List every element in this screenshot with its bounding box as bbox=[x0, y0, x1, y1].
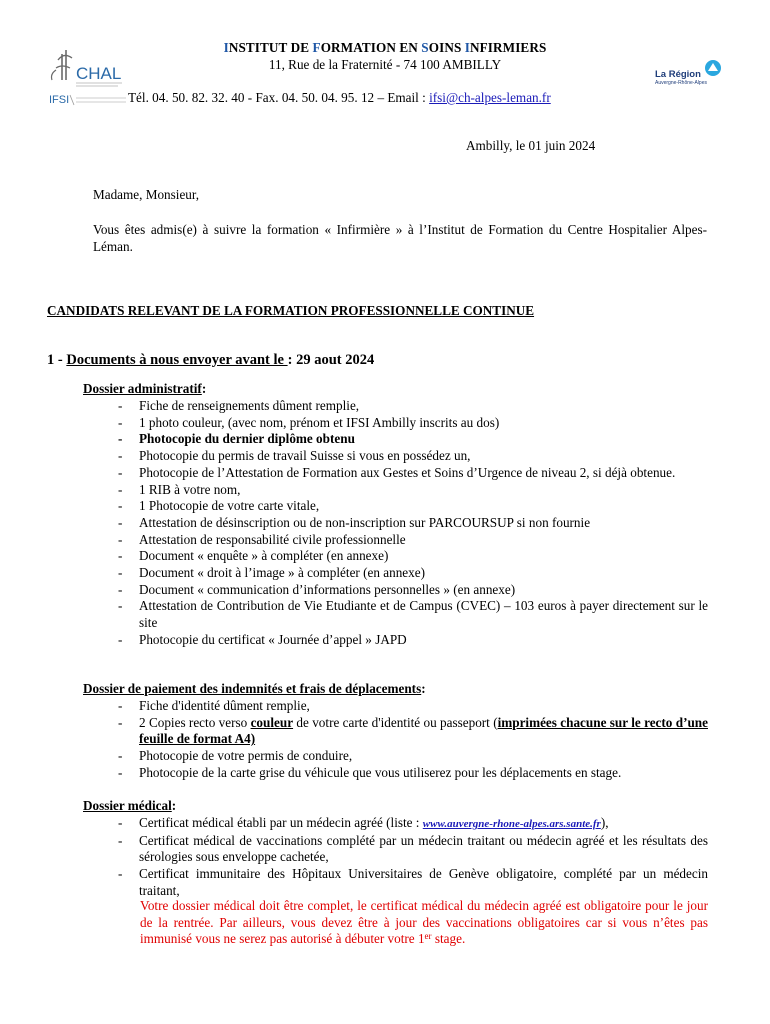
payment-item2-a: 2 Copies recto verso bbox=[139, 714, 251, 730]
docs-title-date: : 29 aout 2024 bbox=[287, 352, 375, 368]
list-item bbox=[118, 715, 708, 748]
medical-warning-text: Votre dossier médical doit être complet, le certificat médical du médecin agréé est obligatoire pour le jour de la rentrée. Par ailleurs, vous devez être à jour des vaccinations obligatoires car si vous n’êtes pas immunisé vous ne serez pas autorisé à débuter votre 1 bbox=[140, 898, 708, 946]
docs-title-underlined: Documents à nous envoyer avant le bbox=[66, 352, 288, 368]
payment-list bbox=[118, 698, 708, 782]
title-initial: I bbox=[464, 40, 471, 55]
list-item: - 1 Photocopie de votre carte vitale, bbox=[118, 498, 708, 515]
admin-dossier-heading bbox=[83, 381, 206, 397]
chal-logo-text: CHAL bbox=[76, 64, 122, 83]
payment-item2-c: de votre carte d'identité ou passeport ( bbox=[293, 714, 498, 730]
medical-title: Dossier médical bbox=[83, 798, 172, 813]
letter-date: Ambilly, le 01 juin 2024 bbox=[466, 138, 596, 153]
list-item: - Attestation de responsabilité civile professionnelle bbox=[118, 532, 708, 549]
title-segment: NSTITUT DE bbox=[228, 40, 313, 55]
list-item: - Certificat médical de vaccinations complété par un médecin traitant ou médecin agréé et les résultats des sérologies sous enveloppe cachetée, bbox=[118, 833, 708, 866]
region-logo-sub: Auvergne-Rhône-Alpes bbox=[655, 80, 707, 86]
title-initial: I bbox=[223, 40, 229, 55]
payment-title: Dossier de paiement des indemnités et frais de déplacements bbox=[83, 681, 422, 696]
medical-colon: : bbox=[171, 798, 177, 813]
institute-address: 11, Rue de la Fraternité - 74 100 AMBILLY bbox=[268, 57, 502, 72]
medical-item1-a: Certificat médical établi par un médecin agréé (liste : bbox=[139, 815, 423, 830]
list-item: - Photocopie du permis de travail Suisse si vous en possédez un, bbox=[118, 448, 708, 465]
ars-website-link[interactable]: www.auvergne-rhone-alpes.ars.sante.fr bbox=[422, 818, 601, 830]
email-link[interactable]: ifsi@ch-alpes-leman.fr bbox=[429, 90, 551, 105]
medical-list bbox=[118, 815, 708, 900]
admin-list bbox=[118, 398, 708, 649]
title-segment: OINS bbox=[428, 40, 465, 55]
list-item: - Photocopie du dernier diplôme obtenu bbox=[118, 431, 708, 448]
list-item: - Attestation de désinscription ou de non-inscription sur PARCOURSUP si non fournie bbox=[118, 515, 708, 532]
list-item: - Fiche de renseignements dûment remplie, bbox=[118, 398, 708, 415]
medical-warning-end: stage. bbox=[431, 931, 466, 946]
payment-dossier-heading bbox=[83, 681, 426, 697]
list-item: - Photocopie de la carte grise du véhicule que vous utiliserez pour les déplacements en stage. bbox=[118, 765, 708, 782]
title-segment: ORMATION EN bbox=[320, 40, 422, 55]
payment-item2-d: imprimées chacune sur le recto d’une feuille de format A4) bbox=[139, 714, 708, 747]
medical-warning-sup: er bbox=[424, 931, 432, 941]
list-item: - Certificat immunitaire des Hôpitaux Universitaires de Genève obligatoire, complété par un médecin traitant, bbox=[118, 866, 708, 899]
medical-dossier-heading bbox=[83, 798, 176, 814]
list-item: - Attestation de Contribution de Vie Etudiante et de Campus (CVEC) – 103 euros à payer directement sur le site bbox=[118, 598, 708, 631]
institute-title bbox=[0, 40, 770, 56]
list-item: - Photocopie de l’Attestation de Formation aux Gestes et Soins d’Urgence de niveau 2, si déjà obtenue. bbox=[118, 465, 708, 482]
list-item: - 1 RIB à votre nom, bbox=[118, 482, 708, 499]
greeting: Madame, Monsieur, bbox=[93, 187, 200, 202]
documents-deadline-heading bbox=[47, 352, 374, 369]
contact-line bbox=[128, 90, 551, 106]
medical-item1-b: ), bbox=[600, 815, 609, 830]
admin-title: Dossier administratif bbox=[83, 381, 202, 396]
region-logo-text: La Région bbox=[655, 69, 701, 80]
title-initial: F bbox=[312, 40, 321, 55]
list-item: - Fiche d'identité dûment remplie, bbox=[118, 698, 708, 715]
admin-colon: : bbox=[201, 381, 207, 396]
section-title: CANDIDATS RELEVANT DE LA FORMATION PROFESSIONNELLE CONTINUE bbox=[47, 303, 535, 318]
list-item: - Document « communication d’informations personnelles » (en annexe) bbox=[118, 582, 708, 599]
medical-warning bbox=[140, 898, 708, 948]
list-item: - Photocopie du certificat « Journée d’appel » JAPD bbox=[118, 632, 708, 649]
title-segment: NFIRMIERS bbox=[470, 40, 547, 55]
payment-item2-b: couleur bbox=[250, 714, 294, 730]
intro-paragraph: Vous êtes admis(e) à suivre la formation « Infirmière » à l’Institut de Formation du Centre Hospitalier Alpes-Léman. bbox=[93, 222, 707, 254]
list-item: - Document « enquête » à compléter (en annexe) bbox=[118, 548, 708, 565]
title-initial: S bbox=[421, 40, 429, 55]
list-item: - Photocopie de votre permis de conduire, bbox=[118, 748, 708, 765]
list-item: - Document « droit à l’image » à compléter (en annexe) bbox=[118, 565, 708, 582]
list-item bbox=[118, 815, 708, 833]
list-item: - 1 photo couleur, (avec nom, prénom et IFSI Ambilly inscrits au dos) bbox=[118, 415, 708, 432]
ifsi-logo-text: IFSI bbox=[49, 94, 70, 106]
payment-colon: : bbox=[421, 681, 426, 696]
contact-phone-fax: Tél. 04. 50. 82. 32. 40 - Fax. 04. 50. 04. 95. 12 – Email : bbox=[128, 90, 430, 105]
docs-title-prefix: 1 - bbox=[47, 352, 67, 368]
